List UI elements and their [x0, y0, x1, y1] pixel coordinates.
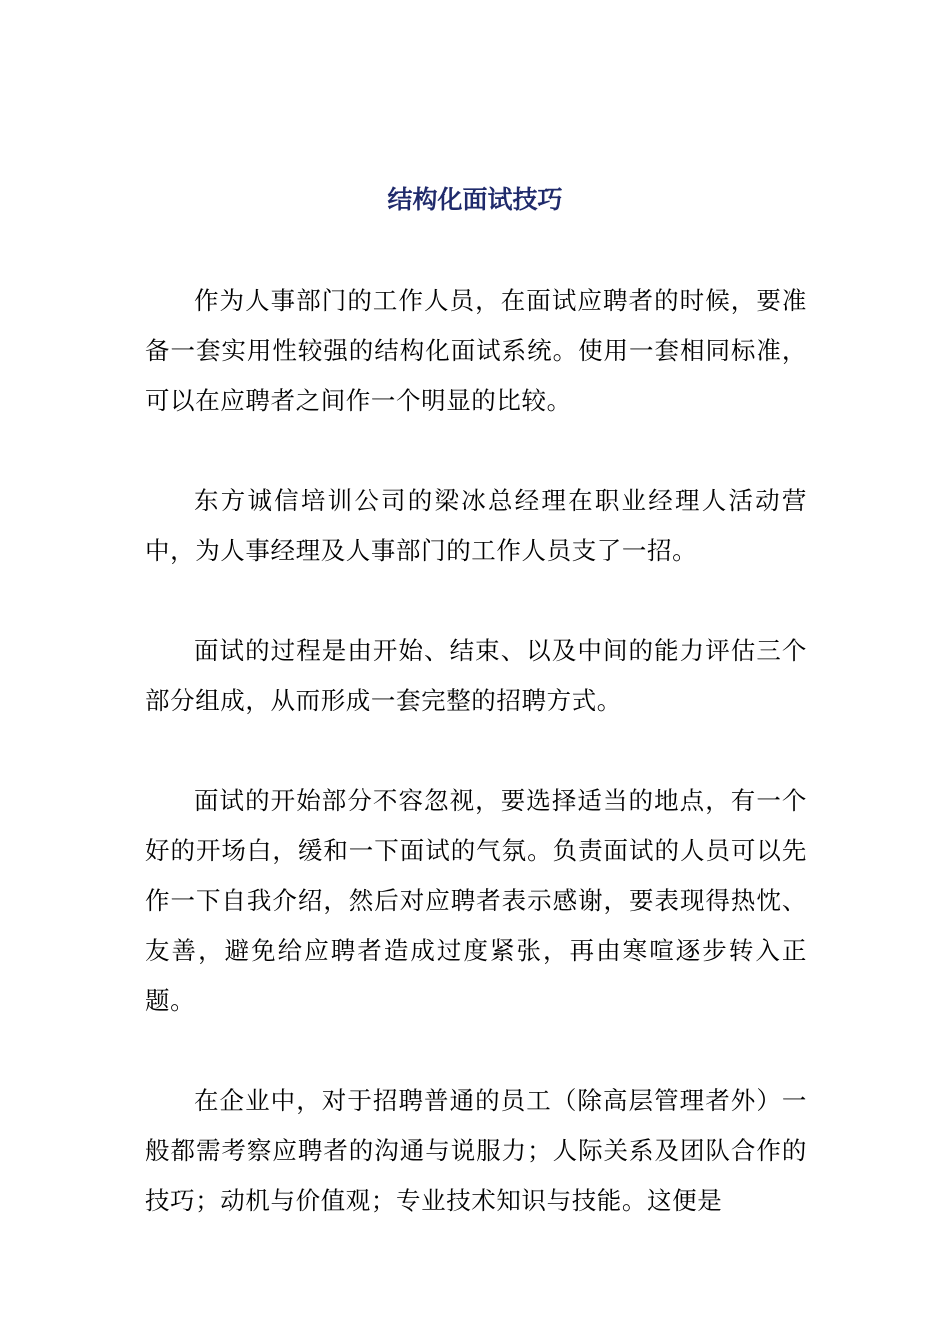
paragraph-3: 面试的过程是由开始、结束、以及中间的能力评估三个部分组成，从而形成一套完整的招聘方式。 [145, 636, 807, 715]
paragraph-1: 作为人事部门的工作人员，在面试应聘者的时候，要准备一套实用性较强的结构化面试系统。使用一套相同标准，可以在应聘者之间作一个明显的比较。 [145, 286, 807, 415]
document-body [145, 276, 807, 1276]
paragraph-2: 东方诚信培训公司的梁冰总经理在职业经理人活动营中，为人事经理及人事部门的工作人员支了一招。 [145, 486, 807, 565]
paragraph-5: 在企业中，对于招聘普通的员工（除高层管理者外）一般都需考察应聘者的沟通与说服力；人际关系及团队合作的技巧；动机与价值观；专业技术知识与技能。这便是 [145, 1086, 807, 1215]
document-title: 结构化面试技巧 [387, 185, 563, 214]
paragraph-4: 面试的开始部分不容忽视，要选择适当的地点，有一个好的开场白，缓和一下面试的气氛。负责面试的人员可以先作一下自我介绍，然后对应聘者表示感谢，要表现得热忱、友善，避免给应聘者造成过度紧张，再由寒喧逐步转入正题。 [145, 786, 807, 1015]
